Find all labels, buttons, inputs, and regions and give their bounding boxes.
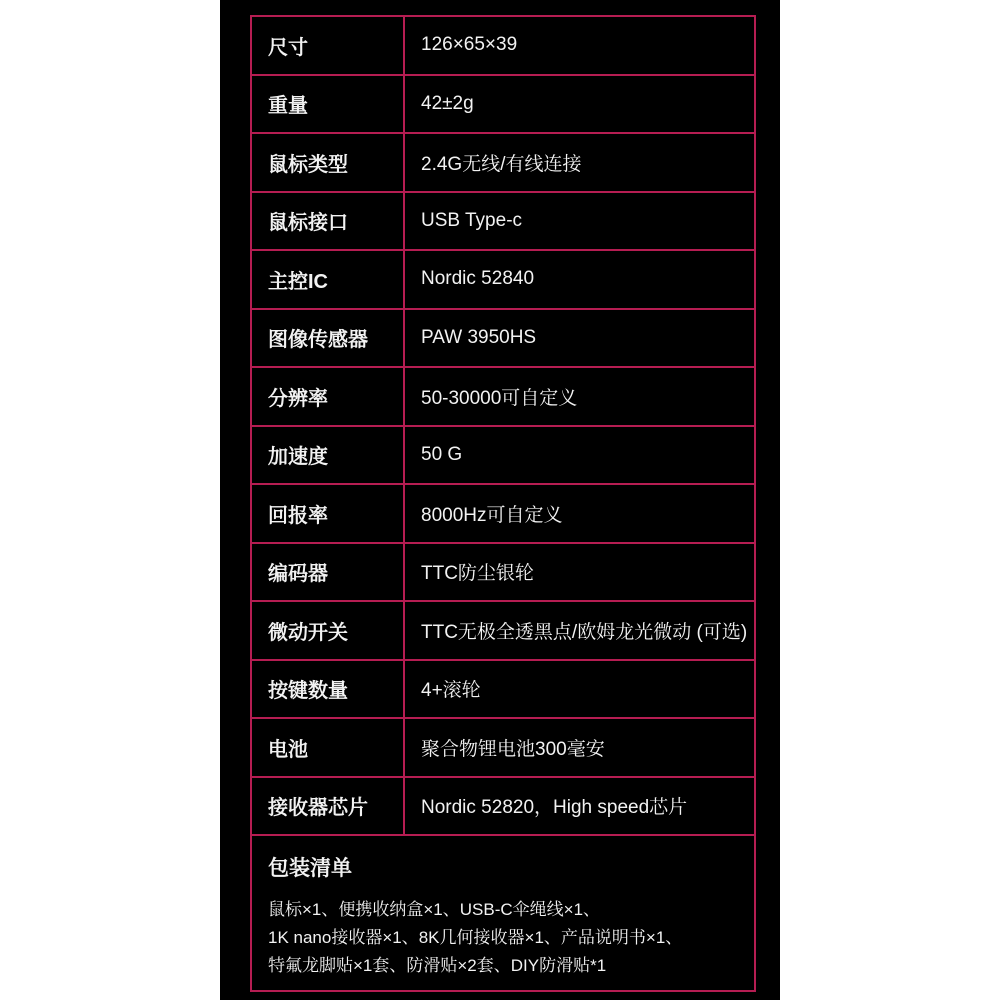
spec-value: 聚合物锂电池300毫安 — [421, 738, 605, 760]
spec-value: 42±2g — [421, 92, 474, 114]
packing-list-line: 特氟龙脚贴×1套、防滑贴×2套、DIY防滑贴*1 — [268, 956, 607, 975]
spec-label: 鼠标接口 — [252, 193, 405, 250]
spec-value: 50-30000可自定义 — [421, 387, 578, 409]
table-row-encoder — [252, 544, 754, 603]
table-row-image-sensor — [252, 310, 754, 369]
spec-label: 尺寸 — [252, 17, 405, 74]
spec-label: 电池 — [252, 719, 405, 776]
spec-value: USB Type-c — [421, 209, 523, 231]
spec-label: 分辨率 — [252, 368, 405, 425]
spec-value: TTC防尘银轮 — [421, 563, 534, 585]
packing-list-line: 1K nano接收器×1、8K几何接收器×1、产品说明书×1、 — [268, 928, 683, 947]
spec-value: 126×65×39 — [421, 34, 518, 56]
table-row-main-ic — [252, 251, 754, 310]
table-row-polling-rate — [252, 485, 754, 544]
table-row-mouse-type — [252, 134, 754, 193]
packing-list-line: 鼠标×1、便携收纳盒×1、USB-C伞绳线×1、 — [268, 900, 601, 919]
table-row-resolution — [252, 368, 754, 427]
spec-value: 2.4G无线/有线连接 — [421, 153, 582, 175]
spec-label: 微动开关 — [252, 602, 405, 659]
spec-value: 8000Hz可自定义 — [421, 504, 563, 526]
packing-list-section — [252, 836, 754, 990]
table-row-battery — [252, 719, 754, 778]
spec-label: 编码器 — [252, 544, 405, 601]
packing-list-title: 包装清单 — [268, 857, 352, 880]
spec-value: Nordic 52820，High speed芯片 — [421, 797, 688, 819]
spec-value: TTC无极全透黑点/欧姆龙光微动 (可选) — [421, 621, 748, 643]
table-row-button-count — [252, 661, 754, 720]
spec-label: 回报率 — [252, 485, 405, 542]
spec-label: 接收器芯片 — [252, 778, 405, 835]
table-row-acceleration — [252, 427, 754, 486]
table-row-weight — [252, 76, 754, 135]
spec-label: 重量 — [252, 76, 405, 133]
spec-table — [250, 15, 756, 992]
table-row-size — [252, 17, 754, 76]
table-row-mouse-port — [252, 193, 754, 252]
spec-value: Nordic 52840 — [421, 268, 535, 290]
product-spec-panel — [220, 0, 780, 1000]
spec-value: 4+滚轮 — [421, 680, 481, 702]
spec-value: PAW 3950HS — [421, 326, 537, 348]
spec-label: 图像传感器 — [252, 310, 405, 367]
spec-label: 鼠标类型 — [252, 134, 405, 191]
spec-label: 按键数量 — [252, 661, 405, 718]
spec-label: 主控IC — [252, 251, 405, 308]
table-row-receiver-chip — [252, 778, 754, 837]
spec-label: 加速度 — [252, 427, 405, 484]
table-row-micro-switch — [252, 602, 754, 661]
spec-value: 50 G — [421, 443, 463, 465]
